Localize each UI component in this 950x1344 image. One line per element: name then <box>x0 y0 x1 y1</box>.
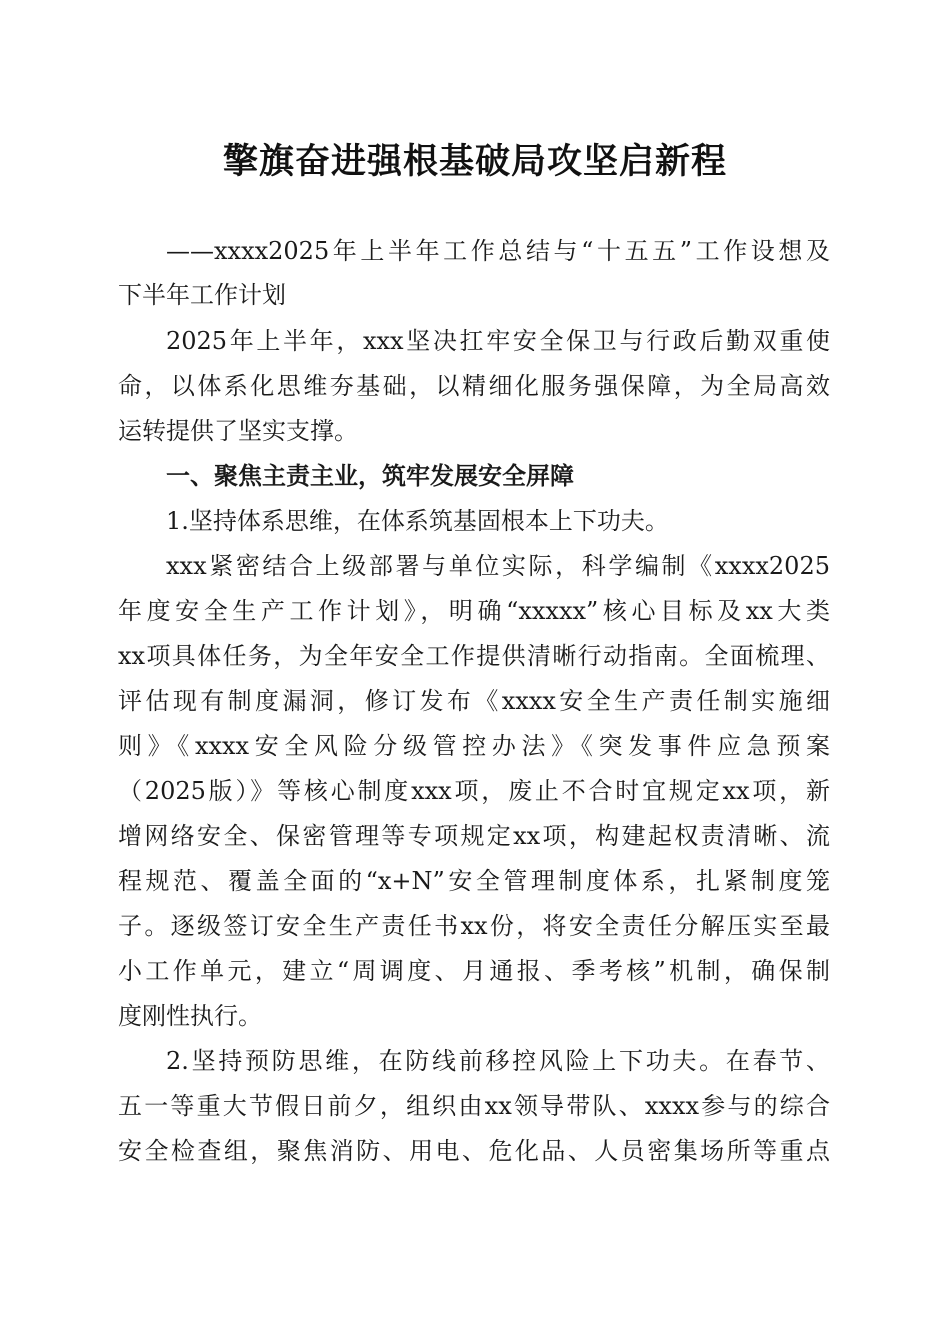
paragraph-line: 小工作单元，建立“周调度、月通报、季考核”机制，确保制 <box>118 957 830 985</box>
intro-line-3: 运转提供了坚实支撑。 <box>118 417 358 445</box>
paragraph-line: 则》《xxxx安全风险分级管控办法》《突发事件应急预案 <box>118 732 830 760</box>
paragraph-line: 评估现有制度漏洞，修订发布《xxxx安全生产责任制实施细 <box>118 687 830 715</box>
section-heading: 一、聚焦主责主业，筑牢发展安全屏障 <box>166 462 574 490</box>
item1-heading: 1.坚持体系思维，在体系筑基固根本上下功夫。 <box>166 507 669 535</box>
paragraph-line: 年度安全生产工作计划》，明确“xxxxx”核心目标及xx大类 <box>118 597 830 625</box>
intro-line-2: 命，以体系化思维夯基础，以精细化服务强保障，为全局高效 <box>118 372 830 400</box>
paragraph-line: 子。逐级签订安全生产责任书xx份，将安全责任分解压实至最 <box>118 912 830 940</box>
paragraph-line: xx项具体任务，为全年安全工作提供清晰行动指南。全面梳理、 <box>118 642 830 670</box>
paragraph-line: xxx紧密结合上级部署与单位实际，科学编制《xxxx2025 <box>166 552 830 580</box>
paragraph-line: 增网络安全、保密管理等专项规定xx项，构建起权责清晰、流 <box>118 822 830 850</box>
paragraph-line: 2.坚持预防思维，在防线前移控风险上下功夫。在春节、 <box>166 1047 830 1075</box>
paragraph-line: （2025版）》等核心制度xxx项，废止不合时宜规定xx项，新 <box>118 777 830 805</box>
paragraph-line: 程规范、覆盖全面的“x+N”安全管理制度体系，扎紧制度笼 <box>118 867 830 895</box>
subtitle-line-2: 下半年工作计划 <box>118 281 286 309</box>
intro-line-1: 2025年上半年，xxx坚决扛牢安全保卫与行政后勤双重使 <box>166 327 830 355</box>
paragraph-line: 度刚性执行。 <box>118 1002 262 1030</box>
paragraph-line: 五一等重大节假日前夕，组织由xx领导带队、xxxx参与的综合 <box>118 1092 830 1120</box>
document-title: 擎旗奋进强根基破局攻坚启新程 <box>222 142 727 182</box>
paragraph-line: 安全检查组，聚焦消防、用电、危化品、人员密集场所等重点 <box>118 1137 830 1165</box>
subtitle-line-1: ——xxxx2025年上半年工作总结与“十五五”工作设想及 <box>166 237 830 265</box>
